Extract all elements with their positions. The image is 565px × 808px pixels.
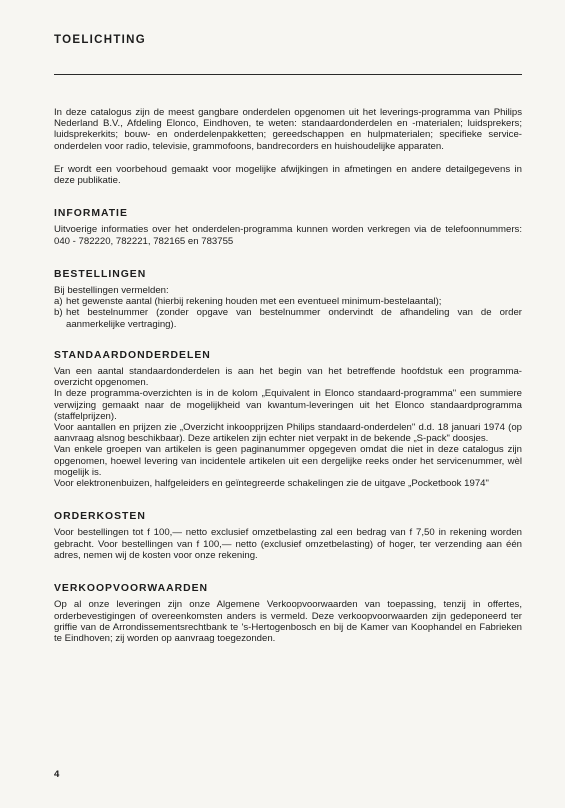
orderkosten-section [54, 511, 522, 561]
informatie-heading: INFORMATIE [54, 208, 128, 220]
list-item [54, 307, 522, 329]
page-number: 4 [54, 769, 60, 780]
disclaimer-paragraph: Er wordt een voorbehoud gemaakt voor mogelijke afwijkingen in afmetingen en andere detailgegevens in deze publikatie. [54, 163, 522, 187]
orderkosten-text: Voor bestellingen tot f 100,— netto exclusief omzetbelasting zal een bedrag van f 7,50 in rekening worden gebracht. Voor bestellingen van f 100,— netto (exclusief omzetbelasting) of hoger, ter verzending aan één adres, nemen wij de kosten voor onze rekening. [54, 527, 522, 561]
bestellingen-section [54, 269, 522, 330]
intro-paragraph: In deze catalogus zijn de meest gangbare onderdelen opgenomen uit het leverings-programma van Philips Nederland B.V., Afdeling Elonco, Eindhoven, te weten: standaardonderdelen en -materialen; luidsprekers; luidsprekerkits; bouw- en onderdelenpakketten; gereedschappen en hulpmaterialen; specifieke service-onderdelen voor radio, televisie, grammofoons, bandrecorders en huishoudelijke apparaten. [54, 107, 522, 152]
bestellingen-intro: Bij bestellingen vermelden: [54, 285, 169, 297]
standaard-paragraph: In deze programma-overzichten is in de kolom „Equivalent in Elonco standaard-programma" een summiere verwijzing gemaakt naar de mogelijkheid van kwantum-leveringen uit het Elonco standaardprogramma (staffelprijzen). [54, 388, 522, 422]
standaard-paragraph: Voor elektronenbuizen, halfgeleiders en geïntegreerde schakelingen zie de uitgave „Pocketbook 1974" [54, 478, 489, 490]
standaard-paragraph: Van enkele groepen van artikelen is geen paginanummer opgegeven omdat die niet in deze catalogus zijn opgenomen, hoewel levering van incidentele artikelen uit een dergelijke reeks onder het servicenummer, wèl mogelijk is. [54, 444, 522, 478]
list-marker: a) [54, 296, 63, 308]
title-rule [54, 74, 522, 75]
standaard-paragraph: Voor aantallen en prijzen zie „Overzicht inkoopprijzen Philips standaard-onderdelen" d.d. 18 januari 1974 (op aanvraag alsnog beschikbaar). Deze artikelen zijn echter niet verpakt in de bekende „S-pack" doosjes. [54, 422, 522, 445]
list-item-text: het gewenste aantal (hierbij rekening houden met een eventueel minimum-bestelaantal); [66, 296, 442, 308]
standaardonderdelen-section [54, 350, 522, 489]
list-marker: b) [54, 307, 63, 319]
verkoopvoorwaarden-text: Op al onze leveringen zijn onze Algemene Verkoopvoorwaarden van toepassing, tenzij in offertes, orderbevestigingen of overeenkomsten anders is vermeld. Deze verkoopvoorwaarden zijn gedeponeerd ter griffie van de Arrondissementsrechtbank te 's-Hertogenbosch en bij de Kamer van Koophandel en Fabrieken te Eindhoven; zij worden op aanvraag toegezonden. [54, 599, 522, 644]
bestellingen-list [54, 296, 522, 330]
bestellingen-heading: BESTELLINGEN [54, 268, 147, 280]
verkoopvoorwaarden-section [54, 583, 522, 644]
informatie-section [54, 208, 522, 247]
list-item-text: het bestelnummer (zonder opgave van bestelnummer ondervindt de afhandeling van de order aanmerkelijke vertraging). [66, 307, 522, 330]
verkoopvoorwaarden-heading: VERKOOPVOORWAARDEN [54, 583, 209, 595]
standaard-paragraph: Van een aantal standaardonderdelen is aan het begin van het betreffende hoofdstuk een programma-overzicht opgenomen. [54, 366, 522, 389]
orderkosten-heading: ORDERKOSTEN [54, 511, 146, 523]
page-title: TOELICHTING [54, 34, 147, 46]
informatie-text: Uitvoerige informaties over het onderdelen-programma kunnen worden verkregen via de telefoonnummers: 040 - 782220, 782221, 782165 en 783755 [54, 224, 522, 247]
standaardonderdelen-heading: STANDAARDONDERDELEN [54, 349, 211, 361]
document-body [54, 107, 522, 644]
list-item [54, 296, 522, 307]
